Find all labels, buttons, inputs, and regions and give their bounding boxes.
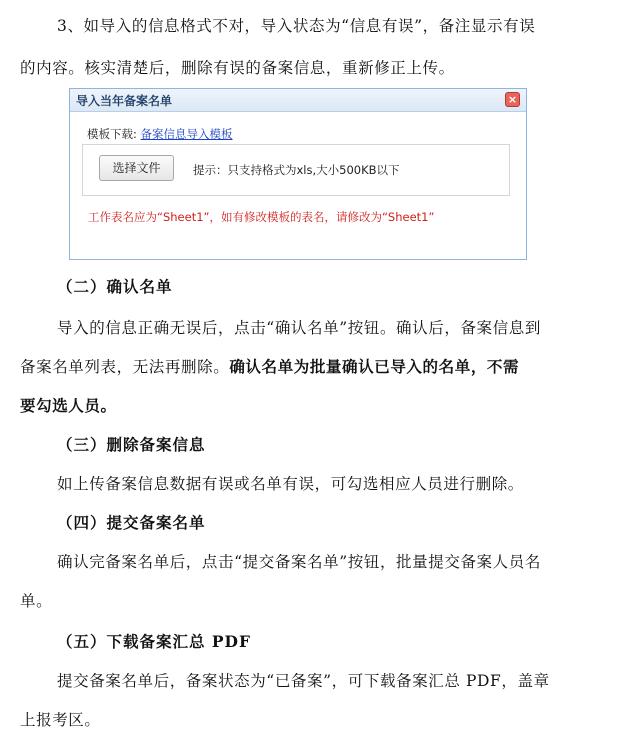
section-2-line-2 xyxy=(20,355,519,377)
dialog-title: 导入当年备案名单 xyxy=(76,94,173,108)
section-3-heading: （三）删除备案信息 xyxy=(57,435,206,454)
section-2-line-2-bold: 确认名单为批量确认已导入的名单，不需 xyxy=(229,357,520,376)
dialog-header xyxy=(70,89,526,112)
section-2-line-1: 导入的信息正确无误后，点击“确认名单”按钮。确认后，备案信息到 xyxy=(57,319,541,337)
section-3-line-1: 如上传备案信息数据有误或名单有误，可勾选相应人员进行删除。 xyxy=(57,475,524,493)
upload-hint: 提示：只支持格式为xls,大小500KB以下 xyxy=(193,163,400,177)
section-4-line-1: 确认完备案名单后，点击“提交备案名单”按钮，批量提交备案人员名 xyxy=(57,553,541,571)
section-4-line-2: 单。 xyxy=(20,592,53,610)
template-download-row xyxy=(87,126,233,142)
import-dialog xyxy=(69,88,527,260)
template-download-link[interactable]: 备案信息导入模板 xyxy=(140,127,233,141)
close-icon[interactable]: × xyxy=(505,92,520,107)
choose-file-button[interactable]: 选择文件 xyxy=(99,155,174,181)
section-5-line-1: 提交备案名单后，备案状态为“已备案”，可下载备案汇总 PDF，盖章 xyxy=(57,672,550,690)
section-2-heading: （二）确认名单 xyxy=(57,277,173,296)
section-5-line-2: 上报考区。 xyxy=(20,711,101,729)
section-5-heading: （五）下载备案汇总 PDF xyxy=(57,632,251,651)
template-download-label: 模板下载: xyxy=(87,127,137,141)
intro-line-2: 的内容。核实清楚后，删除有误的备案信息，重新修正上传。 xyxy=(20,59,455,77)
section-2-line-3: 要勾选人员。 xyxy=(20,396,117,415)
intro-line-1: 3、如导入的信息格式不对，导入状态为“信息有误”，备注显示有误 xyxy=(57,17,536,35)
section-4-heading: （四）提交备案名单 xyxy=(57,513,206,532)
section-2-line-2-normal: 备案名单列表，无法再删除。 xyxy=(20,358,230,376)
error-message: 工作表名应为“Sheet1”，如有修改模板的表名，请修改为“Sheet1” xyxy=(88,210,435,224)
file-upload-box xyxy=(82,144,510,196)
